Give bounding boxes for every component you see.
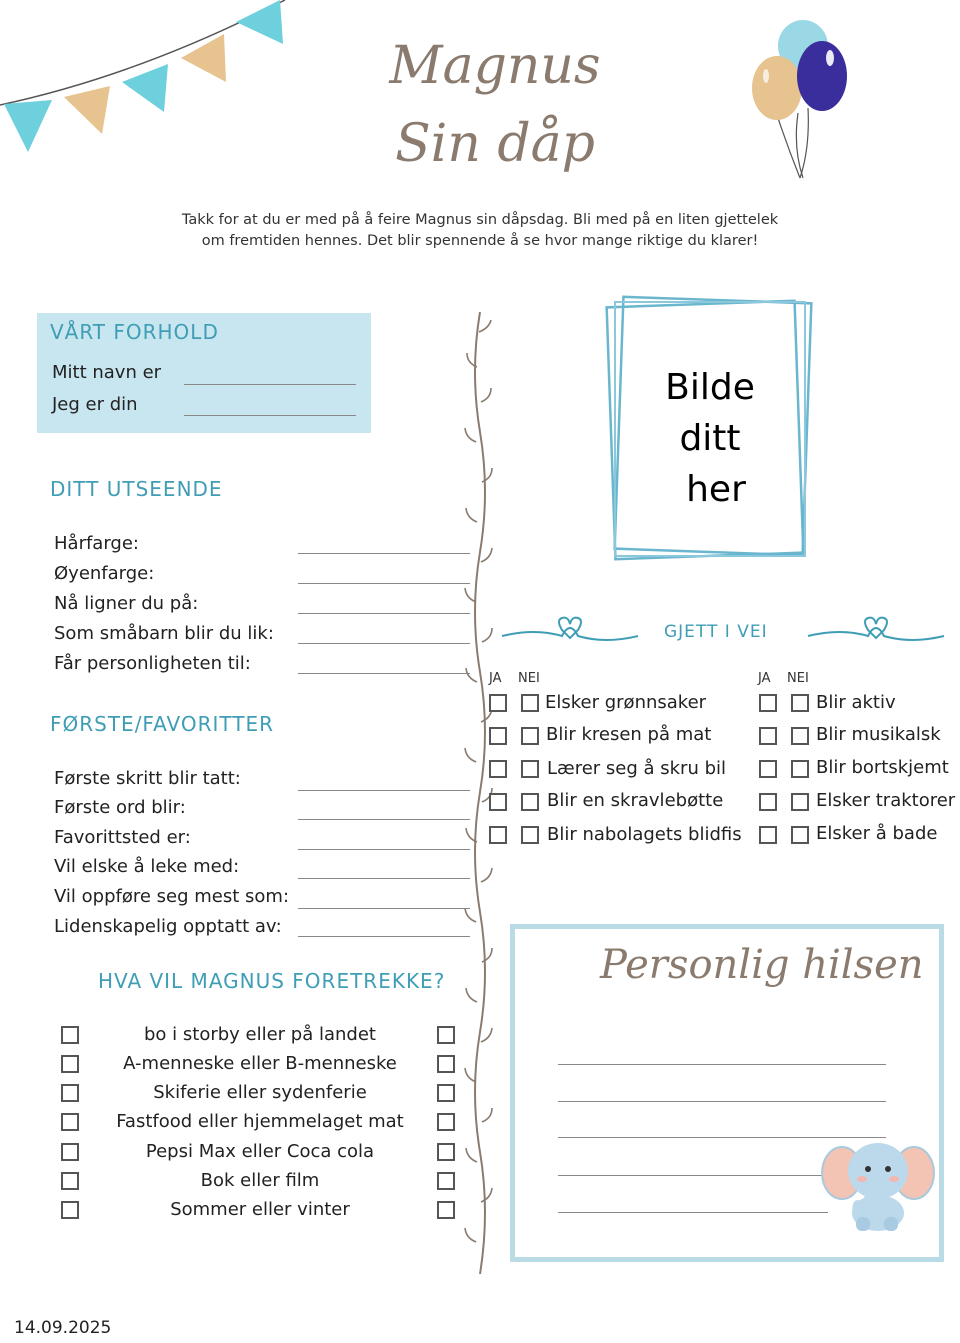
- gjett-nei-label-left: NEI: [518, 671, 540, 686]
- hilsen-line[interactable]: [558, 1064, 886, 1065]
- photo-text-line3: her: [686, 469, 746, 510]
- utseende-label: Nå ligner du på:: [54, 593, 199, 614]
- hilsen-line[interactable]: [558, 1101, 886, 1102]
- foretrekke-checkbox-left[interactable]: [61, 1026, 79, 1044]
- foretrekke-checkbox-left[interactable]: [61, 1143, 79, 1161]
- foretrekke-item: Fastfood eller hjemmelaget mat: [116, 1111, 404, 1132]
- gjett-ja-checkbox[interactable]: [489, 793, 507, 811]
- photo-text-line2: ditt: [679, 418, 741, 459]
- utseende-line[interactable]: [298, 643, 470, 644]
- footer-date: 14.09.2025: [14, 1318, 112, 1338]
- utseende-line[interactable]: [298, 673, 470, 674]
- gjett-ja-label-left: JA: [489, 671, 502, 686]
- foretrekke-item: Bok eller film: [200, 1170, 320, 1191]
- utseende-label: Får personligheten til:: [54, 653, 251, 674]
- gjett-item-left: Elsker grønnsaker: [545, 692, 707, 713]
- intro-text: [150, 210, 810, 252]
- forste-line[interactable]: [298, 849, 470, 850]
- foretrekke-item: A-menneske eller B-menneske: [123, 1053, 397, 1074]
- page-title-line2: Sin dåp: [395, 114, 595, 174]
- forhold-heading: VÅRT FORHOLD: [50, 320, 219, 344]
- forste-label: Første skritt blir tatt:: [54, 768, 241, 789]
- hilsen-heading: Personlig hilsen: [600, 942, 924, 988]
- forste-line[interactable]: [298, 908, 470, 909]
- gjett-ja-checkbox[interactable]: [489, 727, 507, 745]
- gjett-ja-checkbox[interactable]: [759, 793, 777, 811]
- gjett-nei-checkbox[interactable]: [521, 727, 539, 745]
- forste-line[interactable]: [298, 819, 470, 820]
- gjett-item-left: Blir kresen på mat: [546, 724, 712, 745]
- forste-heading: FØRSTE/FAVORITTER: [50, 712, 274, 736]
- foretrekke-checkbox-left[interactable]: [61, 1055, 79, 1073]
- hilsen-line[interactable]: [558, 1175, 828, 1176]
- gjett-item-right: Elsker å bade: [816, 823, 938, 844]
- gjett-item-right: Blir aktiv: [816, 692, 896, 713]
- foretrekke-checkbox-left[interactable]: [61, 1113, 79, 1131]
- foretrekke-checkbox-right[interactable]: [437, 1201, 455, 1219]
- utseende-heading: DITT UTSEENDE: [50, 477, 223, 501]
- gjett-nei-checkbox[interactable]: [521, 694, 539, 712]
- forste-line[interactable]: [298, 790, 470, 791]
- gjett-nei-checkbox[interactable]: [791, 694, 809, 712]
- foretrekke-checkbox-left[interactable]: [61, 1084, 79, 1102]
- foretrekke-checkbox-right[interactable]: [437, 1055, 455, 1073]
- intro-line2: om fremtiden hennes. Det blir spennende å se hvor mange riktige du klarer!: [201, 233, 759, 249]
- forhold-label-din: Jeg er din: [52, 394, 138, 415]
- gjett-nei-checkbox[interactable]: [791, 826, 809, 844]
- foretrekke-checkbox-right[interactable]: [437, 1084, 455, 1102]
- forste-label: Vil oppføre seg mest som:: [54, 886, 290, 907]
- utseende-line[interactable]: [298, 583, 470, 584]
- forste-label: Vil elske å leke med:: [54, 856, 240, 877]
- forhold-label-navn: Mitt navn er: [52, 362, 162, 383]
- balloons-icon: [748, 18, 853, 183]
- gjett-nei-checkbox[interactable]: [791, 760, 809, 778]
- page-title-line1: Magnus: [389, 36, 601, 96]
- heart-swirl-icon: [806, 614, 946, 648]
- foretrekke-checkbox-right[interactable]: [437, 1143, 455, 1161]
- gjett-ja-checkbox[interactable]: [489, 826, 507, 844]
- gjett-ja-checkbox[interactable]: [489, 760, 507, 778]
- gjett-ja-checkbox[interactable]: [489, 694, 507, 712]
- gjett-ja-label-right: JA: [758, 671, 771, 686]
- photo-placeholder-text: [620, 362, 800, 515]
- gjett-item-right: Elsker traktorer: [816, 790, 956, 811]
- foretrekke-item: Sommer eller vinter: [170, 1199, 350, 1220]
- forste-label: Favorittsted er:: [54, 827, 191, 848]
- gjett-item-left: Lærer seg å skru bil: [547, 758, 727, 779]
- gjett-nei-label-right: NEI: [787, 671, 809, 686]
- utseende-label: Øyenfarge:: [54, 563, 155, 584]
- photo-text-line1: Bilde: [665, 367, 755, 408]
- utseende-label: Hårfarge:: [54, 533, 139, 554]
- utseende-line[interactable]: [298, 553, 470, 554]
- forste-line[interactable]: [298, 878, 470, 879]
- gjett-ja-checkbox[interactable]: [759, 760, 777, 778]
- gjett-ja-checkbox[interactable]: [759, 694, 777, 712]
- foretrekke-checkbox-left[interactable]: [61, 1172, 79, 1190]
- gjett-ja-checkbox[interactable]: [759, 826, 777, 844]
- utseende-line[interactable]: [298, 613, 470, 614]
- gjett-item-right: Blir bortskjemt: [816, 757, 949, 778]
- forste-label: Lidenskapelig opptatt av:: [54, 916, 282, 937]
- utseende-label: Som småbarn blir du lik:: [54, 623, 274, 644]
- foretrekke-checkbox-right[interactable]: [437, 1172, 455, 1190]
- forste-label: Første ord blir:: [54, 797, 186, 818]
- foretrekke-item: Skiferie eller sydenferie: [153, 1082, 367, 1103]
- foretrekke-checkbox-left[interactable]: [61, 1201, 79, 1219]
- gjett-nei-checkbox[interactable]: [521, 760, 539, 778]
- foretrekke-checkbox-right[interactable]: [437, 1026, 455, 1044]
- forste-line[interactable]: [298, 936, 470, 937]
- heart-swirl-icon: [500, 614, 640, 648]
- foretrekke-item: bo i storby eller på landet: [144, 1024, 376, 1045]
- hilsen-line[interactable]: [558, 1212, 828, 1213]
- forhold-line-din[interactable]: [184, 415, 356, 416]
- elephant-icon: [820, 1135, 936, 1235]
- intro-line1: Takk for at du er med på å feire Magnus sin dåpsdag. Bli med på en liten gjettelek: [181, 212, 779, 228]
- gjett-nei-checkbox[interactable]: [791, 793, 809, 811]
- gjett-nei-checkbox[interactable]: [521, 826, 539, 844]
- gjett-item-right: Blir musikalsk: [816, 724, 941, 745]
- gjett-item-left: Blir nabolagets blidfis: [547, 824, 742, 845]
- bunting-icon: [0, 0, 290, 160]
- foretrekke-checkbox-right[interactable]: [437, 1113, 455, 1131]
- foretrekke-heading: HVA VIL MAGNUS FORETREKKE?: [98, 969, 446, 993]
- gjett-item-left: Blir en skravlebøtte: [547, 790, 724, 811]
- gjett-heading: GJETT I VEI: [664, 622, 768, 642]
- forhold-line-navn[interactable]: [184, 384, 356, 385]
- foretrekke-item: Pepsi Max eller Coca cola: [145, 1141, 375, 1162]
- gjett-nei-checkbox[interactable]: [791, 727, 809, 745]
- gjett-nei-checkbox[interactable]: [521, 793, 539, 811]
- gjett-ja-checkbox[interactable]: [759, 727, 777, 745]
